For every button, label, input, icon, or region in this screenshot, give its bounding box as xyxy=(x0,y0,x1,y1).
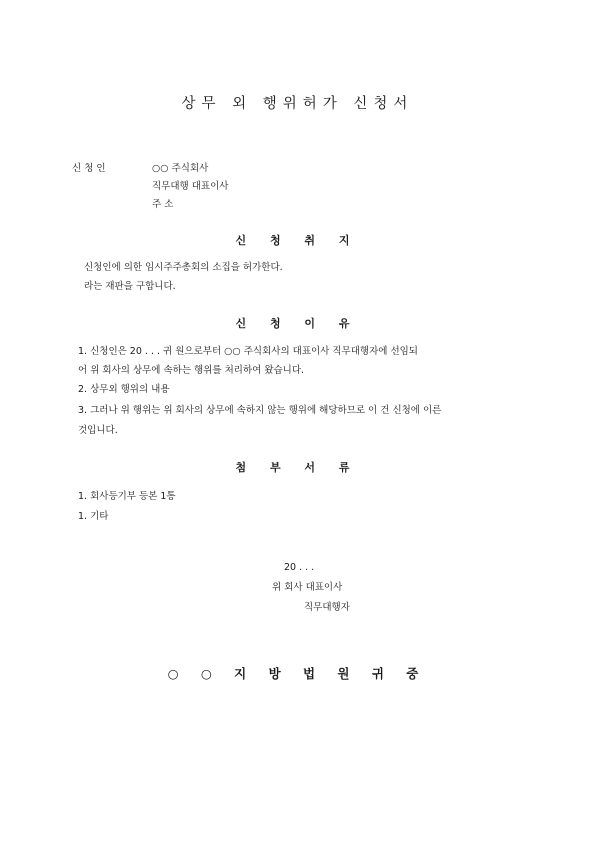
reason-line: 어 위 회사의 상무에 속하는 행위를 처리하여 왔습니다. xyxy=(78,365,305,376)
purpose-line: 라는 재판을 구합니다. xyxy=(84,281,176,292)
signature-acting: 직무대행자 xyxy=(304,602,350,613)
signature-date: 20 . . . xyxy=(284,562,315,573)
court-addressee: ○ ○ 지 방 법 원 귀 중 xyxy=(167,666,428,681)
reason-line: 것입니다. xyxy=(78,425,118,436)
reason-line: 1. 신청인은 20 . . . 귀 원으로부터 ○○ 주식회사의 대표이사 직무대행자에 선임되 xyxy=(78,346,418,357)
attachment-item: 1. 회사등기부 등본 1통 xyxy=(78,491,176,502)
applicant-label: 신 청 인 xyxy=(72,163,106,174)
signature-title: 위 회사 대표이사 xyxy=(272,582,343,593)
attachment-item: 1. 기타 xyxy=(78,511,109,522)
applicant-role: 직무대행 대표이사 xyxy=(152,181,229,192)
applicant-company: ○○ 주식회사 xyxy=(152,163,209,174)
reason-line: 3. 그러나 위 행위는 위 회사의 상무에 속하지 않는 행위에 해당하므로 이 건 신청에 이른 xyxy=(78,405,442,416)
applicant-address-label: 주 소 xyxy=(152,199,174,210)
purpose-line: 신청인에 의한 임시주주총회의 소집을 허가한다. xyxy=(84,262,283,273)
reason-line: 2. 상무외 행위의 내용 xyxy=(78,384,170,395)
reason-heading: 신 청 이 유 xyxy=(235,317,360,330)
document-title: 상무 외 행위허가 신청서 xyxy=(181,96,414,112)
attachments-heading: 첨 부 서 류 xyxy=(235,461,360,474)
purpose-heading: 신 청 취 지 xyxy=(235,234,360,247)
